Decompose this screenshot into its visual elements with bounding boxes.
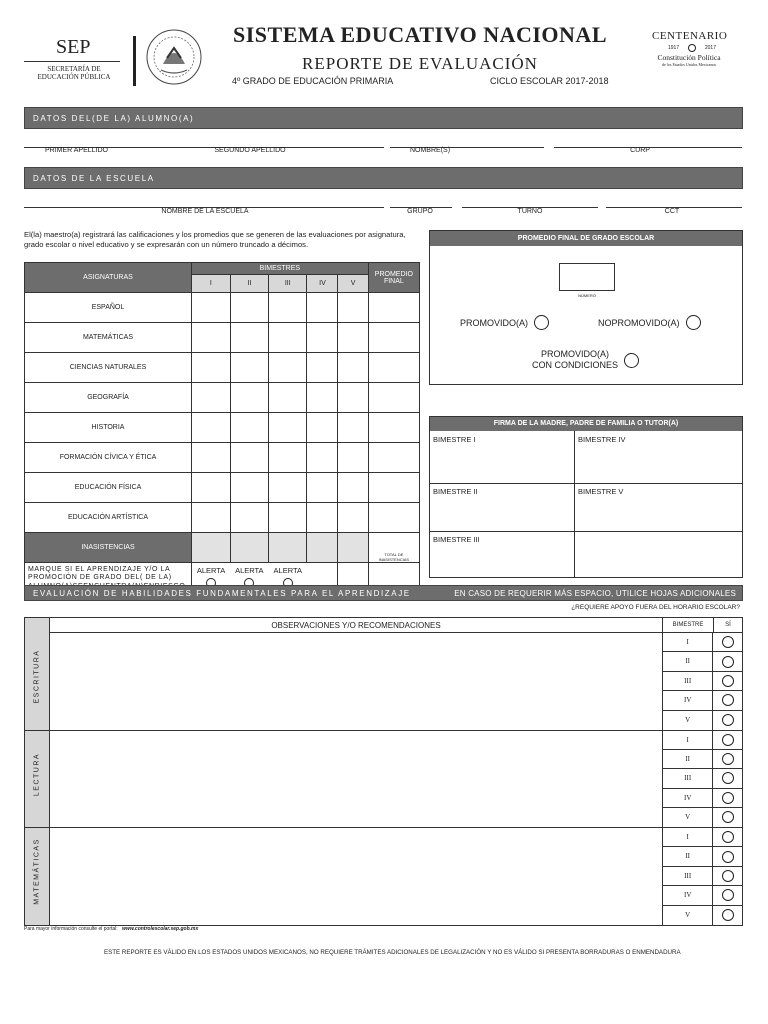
skills-bimestre-header: BIMESTRE [662,618,713,633]
bimestre-label: V [663,711,713,730]
table-row [25,413,420,443]
bimestre-label: II [663,750,713,768]
subject-math: MATEMÁTICAS [25,323,192,353]
grade-cell[interactable] [192,413,231,443]
bimestre-row [663,886,742,905]
student-section-bar: DATOS DEL(DE LA) ALUMNO(A) [24,107,743,129]
grade-cell[interactable] [230,353,268,383]
skills-obs-header: OBSERVACIONES Y/O RECOMENDACIONES [50,618,662,633]
grade-cell[interactable] [192,443,231,473]
grade-cell[interactable] [192,353,231,383]
support-radio-cell [713,886,742,904]
table-row [25,323,420,353]
grade-cell[interactable] [307,473,338,503]
bimestre-label: I [663,633,713,651]
grade-cell[interactable] [192,323,231,353]
table-row [25,473,420,503]
table-row [25,443,420,473]
writing-bimestre-col [662,633,742,730]
grade-cell[interactable] [307,413,338,443]
document-title: SISTEMA EDUCATIVO NACIONAL [233,22,607,47]
centenario-title: CENTENARIO [652,30,728,42]
final-average-header-line-1: PROMEDIO [374,270,413,278]
section-writing [25,633,742,731]
section-writing-label: ESCRITURA [33,649,41,704]
final-average-number-caption: NÚMERO [578,293,596,298]
section-math-label: MATEMÁTICAS [33,838,41,905]
instructions-text: El(la) maestro(a) registrará las calificaciones y los promedios que se generen de las evaluaciones por asignatura, grado escolar o nivel educativo y se expresarán con un número truncado a décimos. [24,230,406,249]
bimestre-col-i: I [192,275,231,293]
promoted-label: PROMOVIDO(A) [460,317,529,328]
field-label-second-surname: SEGUNDO APELLIDO [214,147,286,154]
skills-section-title: EVALUACIÓN DE HABILIDADES FUNDAMENTALES PARA EL APRENDIZAJE [33,588,411,598]
support-radio-cell [713,906,742,925]
conditional-label-line-1: PROMOVIDO(A) [541,349,610,359]
final-grade-cell[interactable] [368,383,419,413]
subject-art-education: EDUCACIÓN ARTÍSTICA [25,503,192,533]
grade-cell[interactable] [230,323,268,353]
field-label-group: GRUPO [407,208,433,215]
support-radio[interactable] [722,753,734,765]
reading-observations[interactable] [50,731,662,827]
absence-cell[interactable] [338,533,368,563]
bimestre-label: III [663,672,713,690]
support-radio-cell [713,867,742,885]
final-grade-cell[interactable] [368,323,419,353]
field-label-names: NOMBRE(S) [409,147,451,154]
bimestre-row [663,789,742,808]
school-section-bar: DATOS DE LA ESCUELA [24,167,743,189]
signatures-box [429,416,743,578]
grade-cell[interactable] [307,383,338,413]
bimestre-label: III [663,867,713,885]
grade-cell[interactable] [192,383,231,413]
centenario-year-right: 2017 [704,45,716,51]
document-subtitle: REPORTE DE EVALUACIÓN [302,54,538,73]
signature-bimestre-iii[interactable]: BIMESTRE III [433,535,480,544]
bimestre-label: IV [663,789,713,807]
bimestre-label: V [663,808,713,827]
cycle-line: CICLO ESCOLAR 2017-2018 [490,76,609,86]
math-observations[interactable] [50,828,662,925]
bimestre-row [663,906,742,925]
bimestre-label: III [663,769,713,787]
support-radio[interactable] [722,694,734,706]
final-average-header [368,263,419,293]
portal-link[interactable]: www.controlescolar.sep.gob.mx [122,926,199,932]
support-radio[interactable] [722,909,734,921]
bimestres-header: BIMESTRES [192,263,369,275]
bimestre-row [663,672,742,691]
national-seal-icon [145,28,203,86]
bimestre-label: IV [663,886,713,904]
support-radio[interactable] [722,851,734,863]
table-row [25,293,420,323]
bimestre-row [663,731,742,750]
reading-bimestre-col [662,731,742,827]
grade-cell[interactable] [269,473,307,503]
grade-cell[interactable] [307,443,338,473]
bimestre-row [663,691,742,710]
bimestre-row [663,808,742,827]
support-radio[interactable] [722,714,734,726]
bimestre-row [663,711,742,730]
alert-label-1: ALERTA [196,566,226,575]
grade-cell[interactable] [230,413,268,443]
centenario-subtitle-1: Constitución Política [657,53,721,62]
signatures-divider-1 [430,483,743,484]
grade-line: 4º GRADO DE EDUCACIÓN PRIMARIA [232,76,394,86]
grade-cell[interactable] [338,323,368,353]
final-grade-cell[interactable] [368,503,419,533]
bimestre-label: V [663,906,713,925]
subject-geography: GEOGRAFÍA [25,383,192,413]
absence-cell[interactable] [230,533,268,563]
support-radio[interactable] [722,772,734,784]
sep-subtitle-1: SECRETARÍA DE [47,65,101,73]
grade-cell[interactable] [307,323,338,353]
conditional-option[interactable] [532,349,639,371]
skills-si-header: SÍ [713,618,742,633]
grade-cell[interactable] [192,503,231,533]
not-promoted-label: NOPROMOVIDO(A) [598,317,680,328]
bimestre-label: IV [663,691,713,709]
bimestre-row [663,652,742,671]
grade-cell[interactable] [338,413,368,443]
grade-cell[interactable] [307,353,338,383]
absences-row [25,533,420,563]
conditional-label [532,349,618,371]
signatures-header: FIRMA DE LA MADRE, PADRE DE FAMILIA O TUTOR(A) [430,417,742,431]
section-reading [25,731,742,828]
support-radio-cell [713,672,742,690]
final-grade-cell[interactable] [368,293,419,323]
grade-cell[interactable] [230,443,268,473]
table-row [25,353,420,383]
centenario-emblem-icon [688,44,696,52]
support-radio-cell [713,828,742,846]
final-average-header-line-2: FINAL [383,277,404,285]
support-radio[interactable] [722,870,734,882]
alert-label-3: ALERTA [273,566,302,575]
absences-total-label: TOTAL DE INASISTENCIAS [378,552,410,562]
bimestre-label: I [663,731,713,749]
subject-civics: FORMACIÓN CÍVICA Y ÉTICA [25,443,192,473]
support-question: ¿REQUIERE APOYO FUERA DEL HORARIO ESCOLAR? [571,604,740,611]
absence-cell[interactable] [307,533,338,563]
bimestre-row [663,847,742,866]
support-radio[interactable] [722,636,734,648]
section-reading-label: LECTURA [33,752,41,797]
bimestre-label: I [663,828,713,846]
support-radio-cell [713,731,742,749]
field-label-cct: CCT [664,208,680,215]
sep-logo-rule [24,61,120,62]
grade-cell[interactable] [338,443,368,473]
field-label-curp: CURP [630,147,650,154]
bimestre-col-ii: II [230,275,268,293]
grade-cell[interactable] [269,443,307,473]
bimestre-row [663,867,742,886]
bimestre-row [663,828,742,847]
subject-natural-sciences: CIENCIAS NATURALES [25,353,192,383]
sep-subtitle-2: EDUCACIÓN PÚBLICA [37,73,111,81]
skills-section-bar [24,585,743,601]
table-row [25,503,420,533]
final-grade-cell[interactable] [368,443,419,473]
table-row [25,383,420,413]
skills-section-note: EN CASO DE REQUERIR MÁS ESPACIO, UTILICE HOJAS ADICIONALES [454,588,736,598]
signature-bimestre-iv[interactable]: BIMESTRE IV [578,435,626,444]
grade-cell[interactable] [269,413,307,443]
alert-label-2: ALERTA [235,566,264,575]
portal-note [24,926,198,932]
final-grade-cell[interactable] [368,473,419,503]
grade-cell[interactable] [269,323,307,353]
absences-total-cell[interactable] [368,533,419,563]
bimestre-row [663,769,742,788]
absences-label: INASISTENCIAS [25,533,192,563]
final-grade-cell[interactable] [368,353,419,383]
grade-cell[interactable] [338,293,368,323]
risk-label: MARQUE SI EL APRENDIZAJE Y/O LA PROMOCIÓN DE GRADO DEL( DE LA) [25,563,192,595]
final-average-box [429,230,743,385]
support-radio-cell [713,789,742,807]
grade-cell[interactable] [230,383,268,413]
support-radio-cell [713,652,742,670]
support-radio-cell [713,750,742,768]
final-average-number-box[interactable] [559,263,615,291]
section-math [25,828,742,925]
support-radio[interactable] [722,734,734,746]
grade-cell[interactable] [269,353,307,383]
absence-cell[interactable] [192,533,231,563]
bimestre-col-iii: III [269,275,307,293]
sep-logo: SEP [56,36,91,58]
grade-cell[interactable] [269,383,307,413]
grade-cell[interactable] [230,293,268,323]
signatures-divider-2 [430,531,743,532]
subject-physical-education: EDUCACIÓN FÍSICA [25,473,192,503]
support-radio[interactable] [722,811,734,823]
not-promoted-radio[interactable] [686,315,701,330]
bimestre-col-v: V [338,275,368,293]
grade-cell[interactable] [269,293,307,323]
centenario-subtitle-2: de los Estados Unidos Mexicanos [662,62,716,67]
portal-note-text: Para mayor información consulte el portal: [24,926,118,932]
signature-bimestre-i[interactable]: BIMESTRE I [433,435,476,444]
grade-cell[interactable] [230,473,268,503]
support-radio-cell [713,847,742,865]
conditional-label-line-2: CON CONDICIONES [532,360,619,370]
grade-cell[interactable] [230,503,268,533]
support-radio[interactable] [722,831,734,843]
bimestre-row [663,633,742,652]
centenario-year-left: 1917 [668,45,680,51]
final-average-box-header: PROMEDIO FINAL DE GRADO ESCOLAR [430,231,742,246]
support-radio[interactable] [722,889,734,901]
support-radio[interactable] [722,656,734,668]
grade-cell[interactable] [269,503,307,533]
support-radio-cell [713,633,742,651]
math-bimestre-col [662,828,742,925]
promoted-radio[interactable] [534,315,549,330]
grade-cell[interactable] [338,353,368,383]
final-grade-cell[interactable] [368,413,419,443]
signature-bimestre-v[interactable]: BIMESTRE V [578,487,624,496]
bimestre-col-iv: IV [307,275,338,293]
validity-note: ESTE REPORTE ES VÁLIDO EN LOS ESTADOS UNIDOS MEXICANOS, NO REQUIERE TRÁMITES ADICIONALES DE LEGALIZACIÓN Y NO ES VÁLIDO SI PRESENTA BORRADURAS O ENMENDADURA [104,949,681,956]
subjects-header: ASIGNATURAS [25,263,192,293]
grade-cell[interactable] [307,503,338,533]
signatures-vertical-divider [574,431,575,578]
grade-cell[interactable] [192,293,231,323]
field-label-shift: TURNO [517,208,543,215]
bimestre-row [663,750,742,769]
field-label-first-surname: PRIMER APELLIDO [44,147,109,154]
bimestre-label: II [663,847,713,865]
conditional-radio[interactable] [624,353,639,368]
support-radio[interactable] [722,675,734,687]
centenario-years [668,44,716,52]
promoted-option[interactable] [460,315,549,330]
grades-table [24,262,420,595]
writing-observations[interactable] [50,633,662,730]
support-radio-cell [713,711,742,730]
support-radio[interactable] [722,792,734,804]
support-radio-cell [713,769,742,787]
field-label-school-name: NOMBRE DE LA ESCUELA [161,208,249,215]
not-promoted-option[interactable] [598,315,701,330]
signature-bimestre-ii[interactable]: BIMESTRE II [433,487,478,496]
grade-cell[interactable] [192,473,231,503]
grade-cell[interactable] [307,293,338,323]
grade-cell[interactable] [338,383,368,413]
header-divider [133,36,136,86]
support-radio-cell [713,691,742,709]
grade-cell[interactable] [338,473,368,503]
subject-history: HISTORIA [25,413,192,443]
subject-spanish: ESPAÑOL [25,293,192,323]
grade-cell[interactable] [338,503,368,533]
support-radio-cell [713,808,742,827]
bimestre-label: II [663,652,713,670]
absence-cell[interactable] [269,533,307,563]
skills-grid [24,617,743,926]
